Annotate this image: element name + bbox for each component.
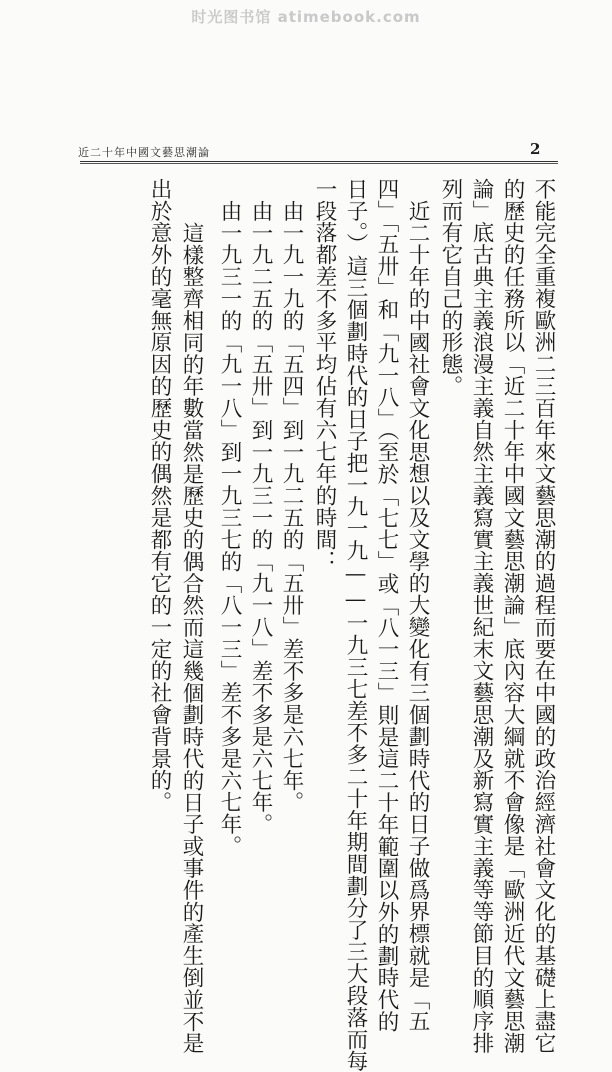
text-column: 出於意外的毫無原因的歷史的偶然是都有它的一定的社會背景的。 xyxy=(147,178,172,814)
running-head: 近二十年中國文藝思潮論 xyxy=(78,146,210,159)
text-column: 論」底古典主義浪漫主義自然主義寫實主義世紀末文藝思潮及新寫實主義等等節目的順序排 xyxy=(469,178,494,1054)
watermark: 时光图书馆 atimebook.com xyxy=(191,8,421,26)
text-column: 列而有它自己的形態。 xyxy=(438,178,463,397)
text-column: 近二十年的中國社會文化思想以及文學的大變化有三個劃時代的日子做爲界標就是「五 xyxy=(405,200,430,1033)
header-rule xyxy=(80,161,558,162)
page-number: 2 xyxy=(530,140,541,158)
text-column: 日子。）這三個劃時代的日子把一九一九——一九三七差不多二十年期間劃分了三大段落而每 xyxy=(343,178,368,1072)
text-column: 由一九一九的「五四」到一九二五的「五卅」差不多是六七年。 xyxy=(279,200,304,814)
text-column: 的歷史的任務所以「近二十年中國文藝思潮論」底內容大綱就不會像是「歐洲近代文藝思潮 xyxy=(500,178,525,1054)
text-column: 由一九二五的「五卅」到一九三一的「九一八」差不多是六七年。 xyxy=(248,200,273,836)
text-column: 一段落都差不多平均佔有六七年的時間： xyxy=(312,178,337,573)
text-column: 這樣整齊相同的年數當然是歷史的偶合然而這幾個劃時代的日子或事件的產生倒並不是 xyxy=(179,222,204,1055)
text-column: 不能完全重複歐洲二三百年來文藝思潮的過程而要在中國的政治經濟社會文化的基礎上盡它 xyxy=(531,178,556,1054)
text-column: 四」「五卅」和「九一八」（至於「七七」或「八一三」則是這二十年範圍以外的劃時代的 xyxy=(374,178,399,1033)
text-column: 由一九三一的「九一八」到一九三七的「八一三」差不多是六七年。 xyxy=(217,200,242,857)
header-rule-double xyxy=(80,163,558,164)
